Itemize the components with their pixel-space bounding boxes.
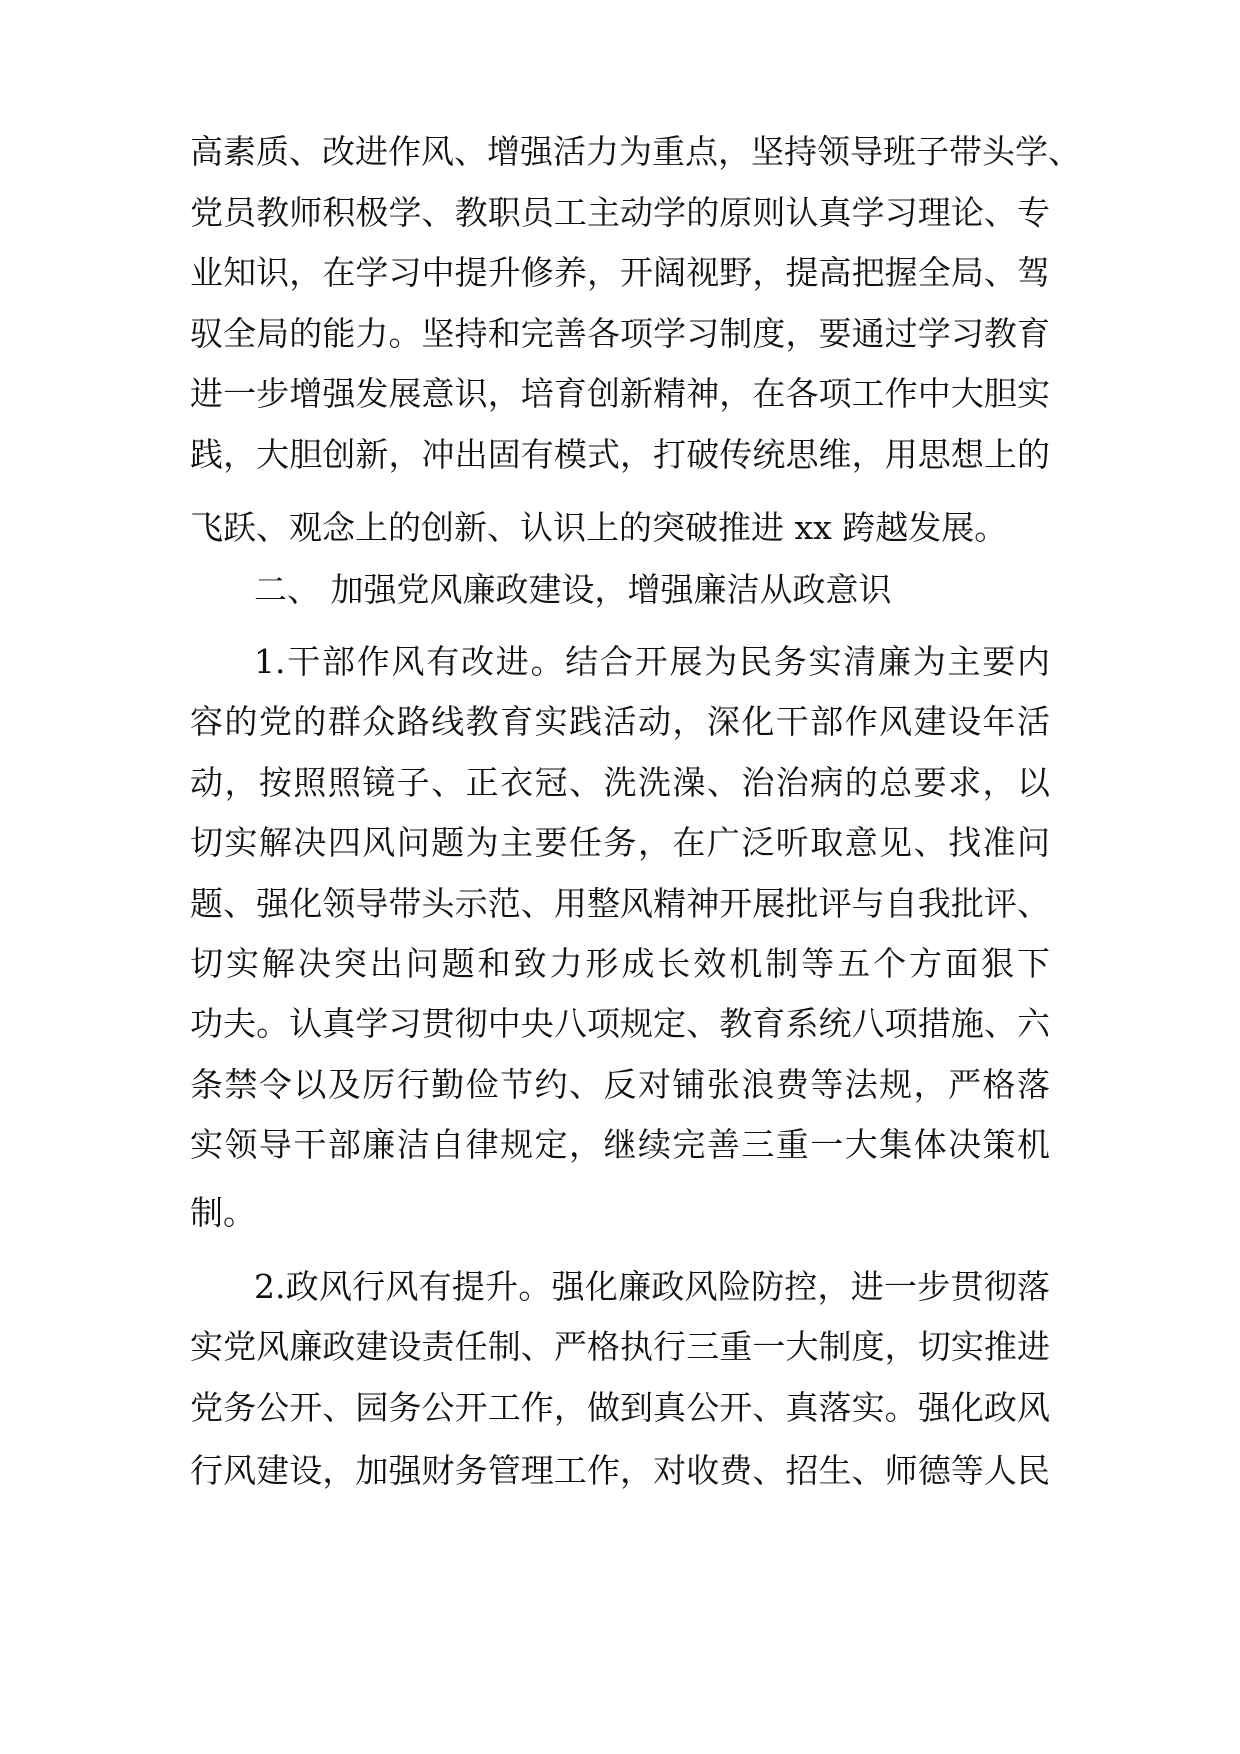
text-line: 实党风廉政建设责任制、严格执行三重一大制度，切实推进 (190, 1327, 1050, 1366)
paragraph-first-line: 1.干部作风有改进。结合开展为民务实清廉为主要内 (254, 642, 1050, 681)
text-line: 党员教师积极学、教职员工主动学的原则认真学习理论、专 (190, 193, 1050, 232)
text-line: 切实解决突出问题和致力形成长效机制等五个方面狠下 (190, 944, 1050, 983)
section-heading: 二、 加强党风廉政建设，增强廉洁从政意识 (254, 570, 892, 609)
text-line: 飞跃、观念上的创新、认识上的突破推进 xx 跨越发展。 (190, 508, 1008, 547)
text-line: 题、强化领导带头示范、用整风精神开展批评与自我批评、 (190, 884, 1050, 923)
text-line: 条禁令以及厉行勤俭节约、反对铺张浪费等法规，严格落 (190, 1065, 1050, 1104)
text-line: 容的党的群众路线教育实践活动，深化干部作风建设年活 (190, 702, 1050, 741)
text-line: 践，大胆创新，冲出固有模式，打破传统思维，用思想上的 (190, 435, 1050, 474)
text-line: 功夫。认真学习贯彻中央八项规定、教育系统八项措施、六 (190, 1004, 1050, 1043)
text-line: 业知识，在学习中提升修养，开阔视野，提高把握全局、驾 (190, 253, 1050, 292)
text-line: 进一步增强发展意识，培育创新精神，在各项工作中大胆实 (190, 374, 1050, 413)
text-line: 党务公开、园务公开工作，做到真公开、真落实。强化政风 (190, 1388, 1050, 1427)
paragraph-first-line: 2.政风行风有提升。强化廉政风险防控，进一步贯彻落 (254, 1267, 1050, 1306)
text-line: 高素质、改进作风、增强活力为重点，坚持领导班子带头学、 (190, 132, 1081, 171)
text-line: 实领导干部廉洁自律规定，继续完善三重一大集体决策机 (190, 1125, 1050, 1164)
text-line: 行风建设，加强财务管理工作，对收费、招生、师德等人民 (190, 1451, 1050, 1490)
text-line: 驭全局的能力。坚持和完善各项学习制度，要通过学习教育 (190, 314, 1050, 353)
text-line: 切实解决四风问题为主要任务，在广泛听取意见、找准问 (190, 823, 1050, 862)
text-line: 动，按照照镜子、正衣冠、洗洗澡、治治病的总要求，以 (190, 763, 1050, 802)
text-line: 制。 (190, 1193, 256, 1232)
